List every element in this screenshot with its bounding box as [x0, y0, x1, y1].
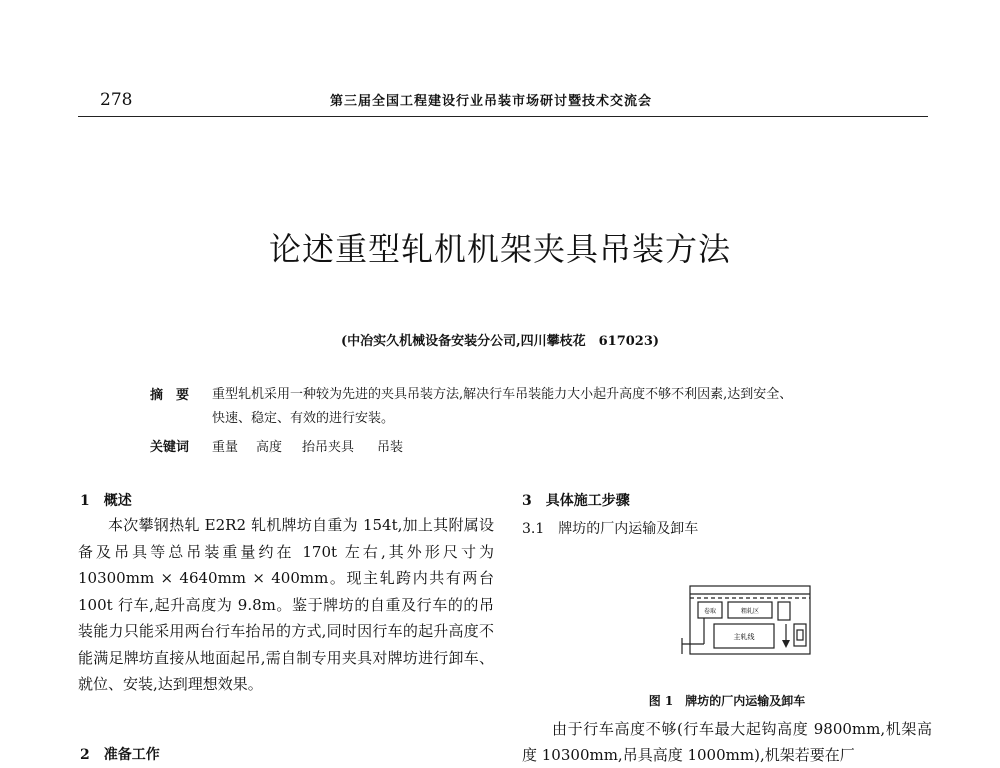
abstract-line-1: 重型轧机采用一种较为先进的夹具吊装方法,解决行车吊装能力大小起升高度不够不利因素,达到安全、 [212, 387, 793, 402]
section-3-paragraph: 由于行车高度不够(行车最大起钩高度 9800mm,机架高度 10300mm,吊具高度 1000mm),机架若要在厂 [522, 720, 932, 764]
keyword-4: 吊装 [377, 440, 404, 455]
section-3-body [522, 716, 932, 768]
figure-1-caption: 图 1 牌坊的厂内运输及卸车 [648, 694, 806, 708]
section-3-1-heading: 3.1 牌坊的厂内运输及卸车 [522, 521, 699, 537]
side-box [794, 624, 806, 646]
section-1-heading: 1 概述 [80, 493, 132, 509]
figure-1-diagram [674, 580, 824, 660]
affiliation: (中冶实久机械设备安装分公司,四川攀枝花 617023) [340, 334, 660, 349]
page-number: 278 [100, 90, 133, 110]
box-right-tall [778, 602, 790, 620]
keywords-label: 关键词 [150, 440, 190, 455]
section-1-paragraph: 本次攀钢热轧 E2R2 轧机牌坊自重为 154t,加上其附属设备及吊具等总吊装重量约在 170t 左右,其外形尺寸为 10300mm × 4640mm × 400mm。现主轧跨内共有两台 100t 行车,起升高度为 9.8m。鉴于牌坊的自重及行车的的吊装能力只能采用两台行车抬吊的方式,同时因行车的起升高度不能满足牌坊直接从地面起吊,需自制专用夹具对牌坊进行卸车、就位、安装,达到理想效果。 [78, 516, 494, 693]
label-box-small: 卷取 [703, 608, 717, 615]
paper-title: 论述重型轧机机架夹具吊装方法 [268, 230, 731, 268]
label-box-mid: 粗轧区 [740, 608, 760, 615]
keyword-2: 高度 [256, 440, 283, 455]
arrow-head [782, 640, 790, 648]
section-3-heading: 3 具体施工步骤 [522, 493, 630, 509]
section-1-body [78, 512, 494, 698]
running-title: 第三届全国工程建设行业吊装市场研讨暨技术交流会 [330, 94, 653, 109]
keyword-3: 抬吊夹具 [302, 440, 355, 455]
section-2-heading: 2 准备工作 [80, 747, 160, 763]
side-box-inner [797, 630, 803, 640]
building-outline [690, 586, 810, 654]
abstract-line-2: 快速、稳定、有效的进行安装。 [212, 411, 395, 426]
header-rule [78, 116, 928, 117]
abstract-label: 摘 要 [150, 388, 190, 403]
keyword-1: 重量 [212, 440, 239, 455]
label-box-main: 主轧线 [733, 633, 755, 641]
